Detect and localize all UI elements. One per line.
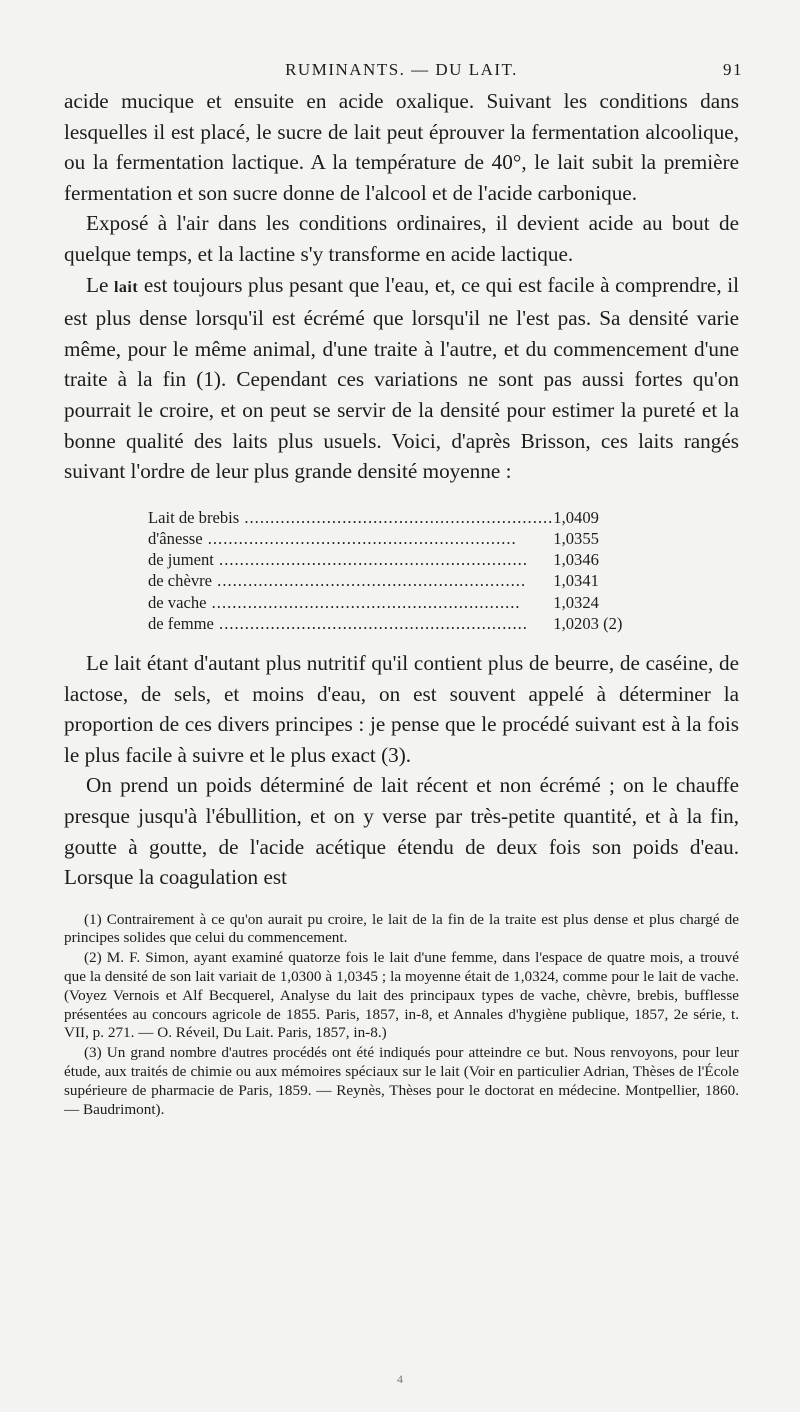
density-note: (2)	[603, 613, 623, 633]
leader-dots: ............................................................	[206, 592, 521, 612]
density-value: 1,0355	[553, 528, 599, 548]
leader-dots: ............................................................	[239, 507, 554, 527]
density-row	[148, 570, 622, 591]
leader-dots: ............................................................	[212, 571, 527, 591]
paragraph-1: acide mucique et ensuite en acide oxalique. Suivant les conditions dans lesquelles il est placé, le sucre de lait peut éprouver la fermentation alcoolique, ou la fermentation lactique. A la température de 40°, le lait subit la première fermentation et son sucre donne de l'alcool et de l'acide carbonique.	[64, 89, 739, 205]
density-label: Lait de brebis	[148, 507, 240, 527]
density-row	[148, 549, 622, 570]
footnotes	[64, 911, 739, 1120]
paragraph-2: Exposé à l'air dans les conditions ordinaires, il devient acide au bout de quelque temps, et la lactine s'y transforme en acide lactique.	[64, 211, 739, 266]
running-header	[64, 52, 743, 82]
density-value: 1,0341	[553, 571, 599, 591]
density-label: de vache	[148, 592, 207, 612]
density-label: de jument	[148, 550, 214, 570]
density-value: 1,0324	[553, 592, 599, 612]
density-row	[148, 613, 622, 634]
density-value: 1,0346	[553, 550, 599, 570]
density-row	[148, 507, 622, 528]
book-page	[64, 52, 743, 1120]
leader-dots: ............................................................	[213, 613, 528, 633]
paragraph-5: On prend un poids déterminé de lait récent et non écrémé ; on le chauffe presque jusqu'à l'ébullition, et on y verse par très-petite quantité, et à la fin, goutte à goutte, de l'acide acétique étendu de deux fois son poids d'eau. Lorsque la coagulation est	[64, 773, 739, 890]
running-title: RUMINANTS. — DU LAIT.	[285, 60, 518, 79]
density-row	[148, 528, 622, 549]
density-value: 1,0203	[553, 613, 599, 633]
leader-dots: ............................................................	[202, 528, 517, 548]
page-number: 91	[723, 60, 743, 79]
density-label: de chèvre	[148, 571, 213, 591]
paragraph-4: Le lait étant d'autant plus nutritif qu'il contient plus de beurre, de caséine, de lactose, de sels, et moins d'eau, on est souvent appelé à déterminer la proportion de ces divers principes : je pense que le procédé suivant est à la fois le plus facile à suivre et le plus exact (3).	[64, 650, 739, 767]
footnote-2: (2) M. F. Simon, ayant examiné quatorze fois le lait d'une femme, dans l'espace de quatre mois, a trouvé que la densité de son lait variait de 1,0300 à 1,0345 ; la moyenne était de 1,0324, comme pour le lait de vache. (Voyez Vernois et Alf Becquerel, Analyse du lait des principaux types de vache, chèvre, brebis, bufflesse présentées au concours agricole de 1855. Paris, 1857, in-8, et Annales d'hygiène publique, 1857, 2e série, t. VII, p. 271. — O. Réveil, Du Lait. Paris, 1857, in-8.)	[64, 949, 739, 1042]
density-row	[148, 592, 622, 613]
bottom-mark: 4	[397, 1372, 403, 1386]
footnote-1: (1) Contrairement à ce qu'on aurait pu croire, le lait de la fin de la traite est plus dense et plus chargé de principes solides que celui du commencement.	[64, 910, 739, 947]
footnote-3: (3) Un grand nombre d'autres procédés ont été indiqués pour atteindre ce but. Nous renvoyons, pour leur étude, aux traités de chimie ou aux mémoires spéciaux sur le lait (Voir en particulier Adrian, Thèses de l'École supérieure de pharmacie de Paris, 1859. — Reynès, Thèses pour le doctorat en médecine. Montpellier, 1860. — Baudrimont).	[64, 1044, 739, 1118]
leader-dots: ............................................................	[213, 550, 528, 570]
paragraph-3	[64, 270, 739, 487]
main-text	[64, 86, 739, 893]
density-value: 1,0409	[553, 507, 599, 527]
density-table	[148, 507, 622, 634]
paragraph-3-text: est toujours plus pesant que l'eau, et, ce qui est facile à comprendre, il est plus dense lorsqu'il est écrémé que lorsqu'il ne l'est pas. Sa densité varie même, pour le même animal, d'une traite à l'autre, et du commencement d'une traite à la fin (1). Cependant ces variations ne sont pas aussi fortes qu'on pourrait le croire, et on peut se servir de la densité pour estimer la pureté et la bonne qualité des laits plus usuels. Voici, d'après Brisson, ces laits rangés suivant l'ordre de leur plus grande densité moyenne :	[64, 272, 740, 484]
paragraph-3-keyword: lait	[113, 278, 139, 296]
density-label: d'ânesse	[148, 528, 203, 548]
paragraph-3-lead: Le	[86, 272, 109, 297]
density-label: de femme	[148, 613, 214, 633]
